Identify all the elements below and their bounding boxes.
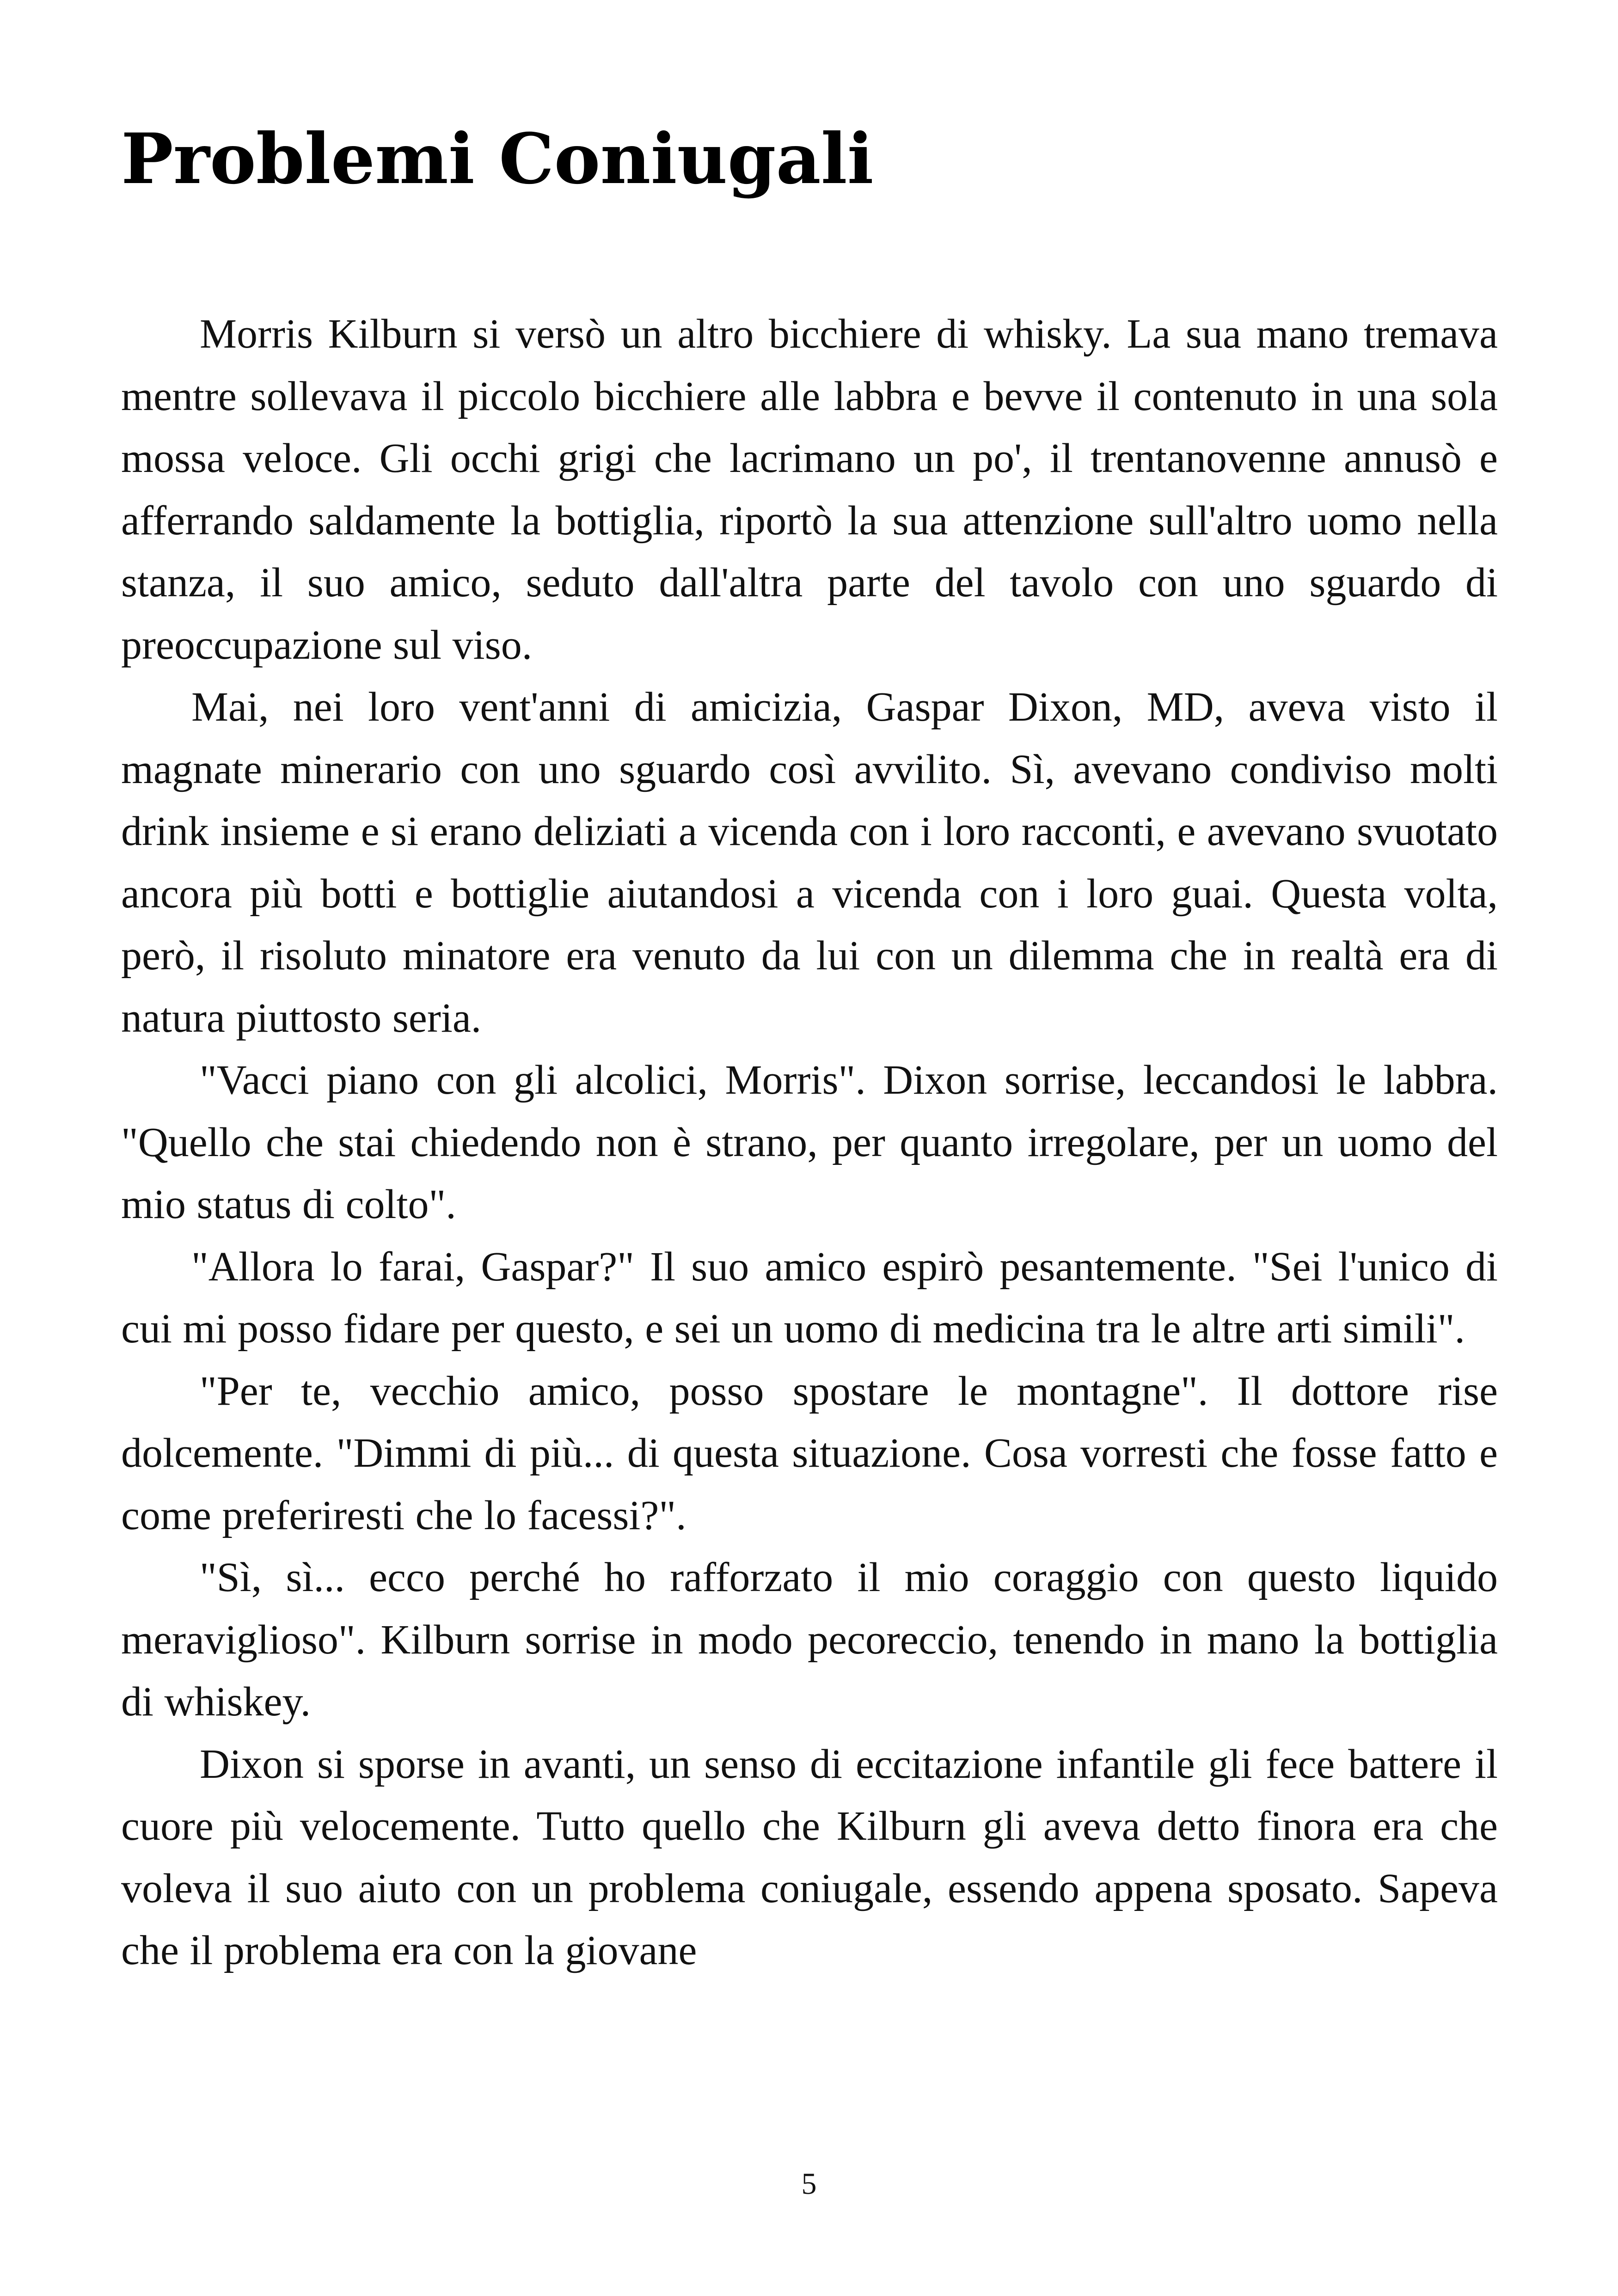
paragraph-5: "Per te, vecchio amico, posso spostare le montagne". Il dottore rise dolcemente. "Dimmi di più... di questa situazione. Cosa vorresti che fosse fatto e come preferiresti che lo facessi?".	[121, 1368, 1498, 1538]
page-number: 5	[801, 2167, 817, 2201]
chapter-title: Problemi Coniugali	[121, 118, 874, 200]
paragraph-1: Morris Kilburn si versò un altro bicchiere di whisky. La sua mano tremava mentre sollevava il piccolo bicchiere alle labbra e bevve il contenuto in una sola mossa veloce. Gli occhi grigi che lacrimano un po', il trentanovenne annusò e afferrando saldamente la bottiglia, riportò la sua attenzione sull'altro uomo nella stanza, il suo amico, seduto dall'altra parte del tavolo con uno sguardo di preoccupazione sul viso.	[121, 311, 1498, 668]
body-text	[121, 303, 1498, 1982]
paragraph-3: "Vacci piano con gli alcolici, Morris". Dixon sorrise, leccandosi le labbra. "Quello che stai chiedendo non è strano, per quanto irregolare, per un uomo del mio status di colto".	[121, 1057, 1498, 1227]
paragraph-7: Dixon si sporse in avanti, un senso di eccitazione infantile gli fece battere il cuore più velocemente. Tutto quello che Kilburn gli aveva detto finora era che voleva il suo aiuto con un problema coniugale, essendo appena sposato. Sapeva che il problema era con la giovane	[121, 1741, 1498, 1973]
paragraph-2: Mai, nei loro vent'anni di amicizia, Gaspar Dixon, MD, aveva visto il magnate minerario con uno sguardo così avvilito. Sì, avevano condiviso molti drink insieme e si erano deliziati a vicenda con i loro racconti, e avevano svuotato ancora più botti e bottiglie aiutandosi a vicenda con i loro guai. Questa volta, però, il risoluto minatore era venuto da lui con un dilemma che in realtà era di natura piuttosto seria.	[121, 684, 1498, 1041]
paragraph-4: "Allora lo farai, Gaspar?" Il suo amico espirò pesantemente. "Sei l'unico di cui mi posso fidare per questo, e sei un uomo di medicina tra le altre arti simili".	[121, 1243, 1498, 1352]
paragraph-6: "Sì, sì... ecco perché ho rafforzato il mio coraggio con questo liquido meraviglioso". Kilburn sorrise in modo pecoreccio, tenendo in mano la bottiglia di whiskey.	[121, 1555, 1498, 1725]
